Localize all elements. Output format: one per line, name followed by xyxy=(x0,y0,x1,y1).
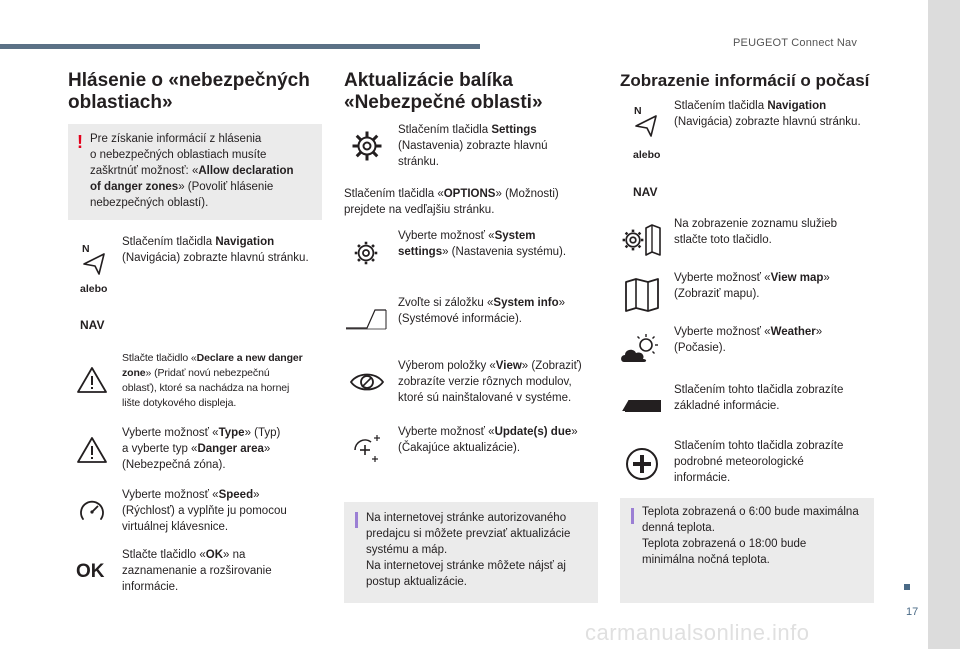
navigation-arrow-icon: N xyxy=(634,108,660,138)
alebo-label: alebo xyxy=(80,283,108,295)
nav-button-label: NAV xyxy=(633,185,658,199)
col2-options-step: Stlačením tlačidla «OPTIONS» (Možnosti) prejdete na vedľajšiu stránku. xyxy=(344,188,559,216)
col2-update-step: Vyberte možnosť «Update(s) due» (Čakajúce aktualizácie). xyxy=(398,426,578,454)
col2-title: Aktualizácie balíka «Nebezpečné oblasti» xyxy=(344,70,543,113)
col3-basic-step: Stlačením tohto tlačidla zobrazíte základné informácie. xyxy=(674,384,844,412)
nav-button-label: NAV xyxy=(80,318,105,332)
alebo-label: alebo xyxy=(633,149,661,161)
basic-info-tab-icon xyxy=(620,396,662,414)
plus-circle-icon xyxy=(624,446,660,482)
speedometer-icon xyxy=(78,498,106,524)
ok-button-label: OK xyxy=(76,561,105,582)
header-rule xyxy=(0,44,480,49)
watermark: carmanualsonline.info xyxy=(585,620,810,645)
side-strip xyxy=(928,0,960,649)
navigation-arrow-icon: N xyxy=(82,246,108,276)
col2-settings-step: Stlačením tlačidla Settings (Nastavenia) zobrazte hlavnú stránku. xyxy=(398,124,548,168)
system-info-tab-icon xyxy=(345,308,387,330)
page-marker xyxy=(904,584,910,590)
col3-title: Zobrazenie informácií o počasí xyxy=(620,71,870,90)
col1-title: Hlásenie o «nebezpečných oblastiach» xyxy=(68,70,310,113)
info-icon xyxy=(631,508,634,524)
header-brand: PEUGEOT Connect Nav xyxy=(733,37,858,49)
system-settings-gear-icon xyxy=(353,240,379,266)
col3-nav-step: Stlačením tlačidla Navigation (Navigácia) zobrazte hlavnú stránku. xyxy=(674,100,861,128)
col2-system-step: Vyberte možnosť «System settings» (Nastavenia systému). xyxy=(398,230,567,258)
page-number: 17 xyxy=(906,606,919,618)
col1-nav-step: Stlačením tlačidla Navigation (Navigácia) zobrazte hlavnú stránku. xyxy=(122,236,309,264)
col2-sysinfo-step: Zvoľte si záložku «System info» (Systémové informácie). xyxy=(398,297,565,325)
col2-view-step: Výberom položky «View» (Zobraziť) zobrazíte verzie rôznych modulov, ktoré sú nainštalované v systéme. xyxy=(398,360,582,404)
view-eye-icon xyxy=(349,370,385,394)
danger-triangle-icon xyxy=(76,436,108,464)
weather-sun-cloud-icon xyxy=(620,333,660,365)
col3-viewmap-step: Vyberte možnosť «View map» (Zobraziť mapu). xyxy=(674,272,830,300)
warning-triangle-icon xyxy=(76,366,108,394)
col3-weather-step: Vyberte možnosť «Weather» (Počasie). xyxy=(674,326,823,354)
col3-info-note: Teplota zobrazená o 6:00 bude maximálna denná teplota. Teplota zobrazená o 18:00 bude minimálna nočná teplota. xyxy=(620,498,874,603)
services-map-gear-icon xyxy=(620,224,662,256)
col1-warning-note: ! Pre získanie informácií z hlásenia o nebezpečných oblastiach musíte zaškrtnúť možnosť: «Allow declaration of danger zones» (Povoliť hlásenie nebezpečných oblastí). xyxy=(68,124,322,220)
col1-speed-step: Vyberte možnosť «Speed» (Rýchlosť) a vyplňte ju pomocou virtuálnej klávesnice. xyxy=(122,489,287,533)
col3-detail-step: Stlačením tohto tlačidla zobrazíte podrobné meteorologické informácie. xyxy=(674,440,844,484)
update-due-icon xyxy=(349,432,383,464)
col3-services-step: Na zobrazenie zoznamu služieb stlačte toto tlačidlo. xyxy=(674,218,838,246)
info-icon xyxy=(355,512,358,528)
col1-ok-step: Stlačte tlačidlo «OK» na zaznamenanie a rozširovanie informácie. xyxy=(122,549,272,593)
warning-exclamation-icon: ! xyxy=(77,132,83,152)
col2-info-note: Na internetovej stránke autorizovaného predajcu si môžete prevziať aktualizácie systému a máp. Na internetovej stránke môžete nájsť aj postup aktualizácie. xyxy=(344,502,598,603)
col1-declare-step: Stlačte tlačidlo «Declare a new danger zone» (Pridať novú nebezpečnú oblasť), ktoré sa nachádza na hornej lište dotykového displeja. xyxy=(122,352,303,409)
settings-gear-icon xyxy=(352,131,382,161)
map-icon xyxy=(624,278,660,312)
col1-type-step: Vyberte možnosť «Type» (Typ) a vyberte typ «Danger area» (Nebezpečná zóna). xyxy=(122,427,281,471)
